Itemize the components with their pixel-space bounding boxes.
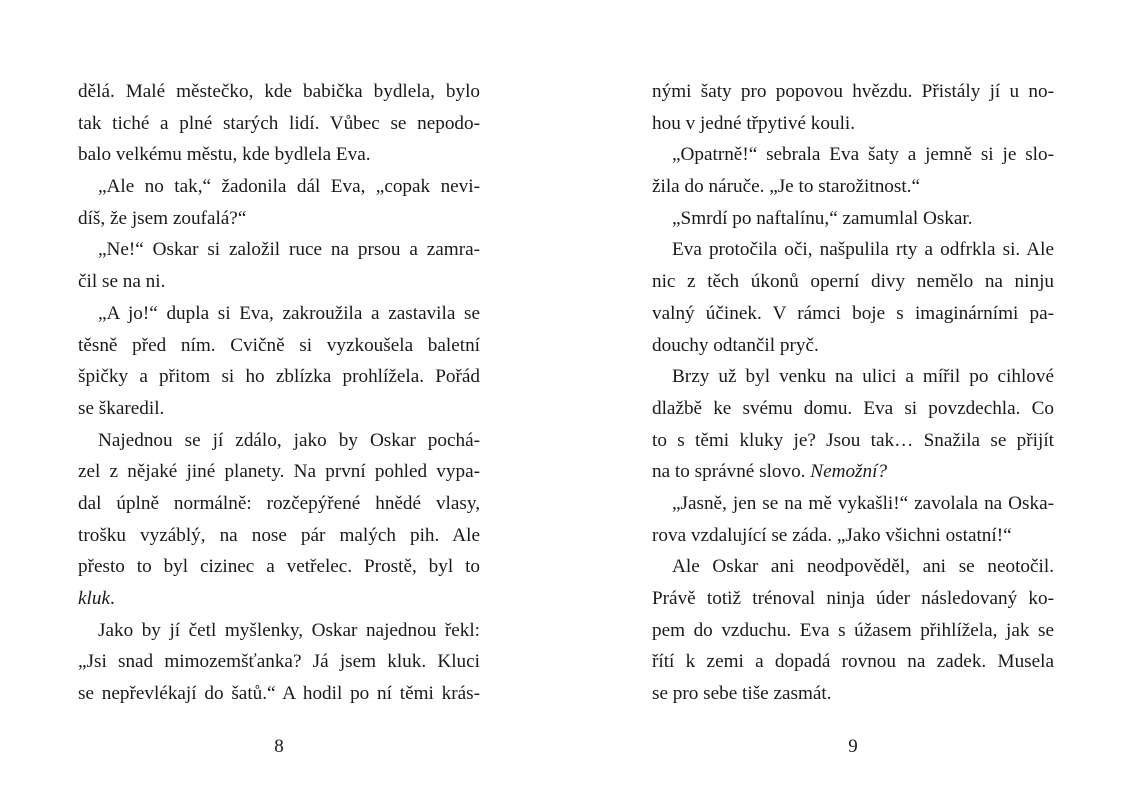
text-line: Najednou se jí zdálo, jako by Oskar pochá- xyxy=(98,429,480,451)
page-number-right: 9 xyxy=(848,736,858,757)
text-line: žila do náruče. „Je to starožitnost.“ xyxy=(652,176,920,198)
text-line: „Ale no tak,“ žadonila dál Eva, „copak nevi- xyxy=(98,176,480,198)
text-line: nic z těch úkonů operní divy nemělo na ninju xyxy=(652,271,1054,293)
text-line: se škaredil. xyxy=(78,397,165,419)
text-line: kluk. xyxy=(78,588,115,609)
text-line: „Ne!“ Oskar si založil ruce na prsou a zamra- xyxy=(98,239,480,261)
text-line: pem do vzduchu. Eva s úžasem přihlížela, jak se xyxy=(652,619,1054,641)
text-line: Brzy už byl venku na ulici a mířil po cihlové xyxy=(672,366,1054,388)
text-line: řítí k zemi a dopadá rovnou na zadek. Musela xyxy=(652,651,1054,673)
text-line: těsně před ním. Cvičně si vyzkoušela baletní xyxy=(78,334,480,356)
text-line: rova vzdalující se záda. „Jako všichni ostatní!“ xyxy=(652,524,1012,546)
text-line: Jako by jí četl myšlenky, Oskar najednou řekl: xyxy=(98,619,480,641)
text-line: díš, že jsem zoufalá?“ xyxy=(78,207,247,229)
text-line: Eva protočila oči, našpulila rty a odfrkla si. Ale xyxy=(672,239,1054,261)
text-line: nými šaty pro popovou hvězdu. Přistály jí u no- xyxy=(652,81,1054,102)
text-line: tak tiché a plné starých lidí. Vůbec se nepodo- xyxy=(78,112,480,134)
text-line: dal úplně normálně: rozčepýřené hnědé vlasy, xyxy=(78,492,480,514)
text-line: to s těmi kluky je? Jsou tak… Snažila se přijít xyxy=(652,429,1054,451)
text-line: valný účinek. V rámci boje s imaginárními pa- xyxy=(652,302,1054,324)
right-page xyxy=(652,76,1054,710)
text-line: trošku vyzáblý, na nose pár malých pih. Ale xyxy=(78,524,480,546)
text-line: čil se na ni. xyxy=(78,271,166,293)
text-line: „Jasně, jen se na mě vykašli!“ zavolala na Oska- xyxy=(672,492,1054,514)
text-line: „Smrdí po naftalínu,“ zamumlal Oskar. xyxy=(672,207,973,229)
text-line: zel z nějaké jiné planety. Na první pohled vypa- xyxy=(78,461,480,483)
text-line: přesto to byl cizinec a vetřelec. Prostě, byl to xyxy=(78,556,480,578)
text-line: douchy odtančil pryč. xyxy=(652,334,819,356)
text-line: Ale Oskar ani neodpověděl, ani se neotočil. xyxy=(672,556,1054,578)
page-number-left: 8 xyxy=(274,736,284,757)
text-line: dlažbě ke svému domu. Eva si povzdechla. Co xyxy=(652,397,1054,419)
left-page xyxy=(78,76,480,710)
text-line: dělá. Malé městečko, kde babička bydlela, bylo xyxy=(78,81,480,102)
text-line: „A jo!“ dupla si Eva, zakroužila a zastavila se xyxy=(98,302,480,324)
text-line: „Opatrně!“ sebrala Eva šaty a jemně si je slo- xyxy=(672,144,1054,166)
text-line: „Jsi snad mimozemšťanka? Já jsem kluk. Kluci xyxy=(78,651,480,673)
text-line: balo velkému městu, kde bydlela Eva. xyxy=(78,144,371,166)
text-line: Právě totiž trénoval ninja úder následovaný ko- xyxy=(652,588,1054,609)
italic-word: Nemožní? xyxy=(810,461,888,483)
text-line: špičky a přitom si ho zblízka prohlížela. Pořád xyxy=(78,366,480,388)
text-line: hou v jedné třpytivé kouli. xyxy=(652,112,856,134)
text-line: se nepřevlékají do šatů.“ A hodil po ní těmi krás- xyxy=(78,683,480,705)
italic-word: kluk xyxy=(78,588,110,609)
text-line: na to správné slovo. Nemožní? xyxy=(652,461,888,483)
text-line: se pro sebe tiše zasmát. xyxy=(652,683,832,705)
